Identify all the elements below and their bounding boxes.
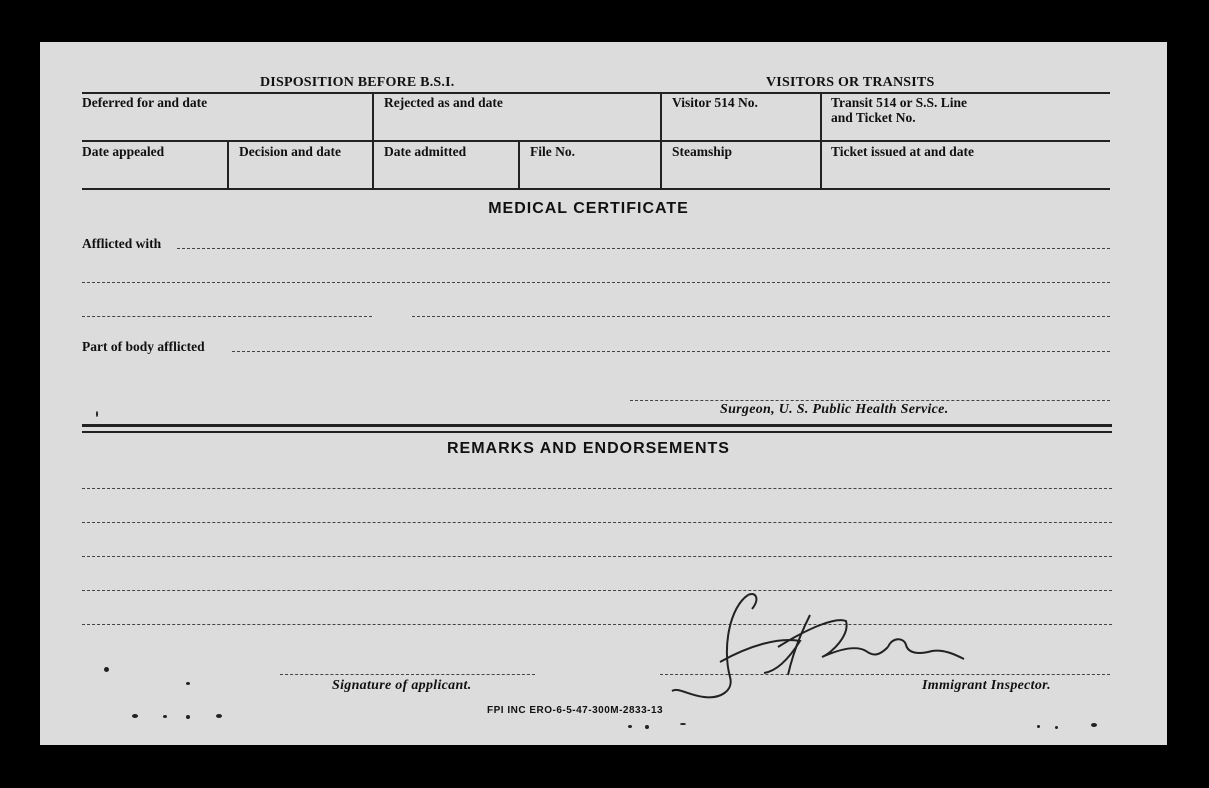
table-bottom-rule (82, 188, 1110, 190)
top-rule (82, 92, 1110, 94)
speck (186, 715, 190, 719)
speck (186, 682, 190, 685)
remarks-title: REMARKS AND ENDORSEMENTS (447, 440, 730, 457)
afflicted-line-3b (412, 316, 1110, 317)
divider-1 (372, 93, 374, 188)
speck (132, 714, 138, 718)
part-of-body-line (232, 351, 1110, 352)
remarks-line-3 (82, 556, 1112, 557)
steamship-label: Steamship (672, 144, 733, 159)
applicant-signature-label: Signature of applicant. (332, 678, 472, 693)
speck (628, 725, 632, 728)
transit-514-label-2: and Ticket No. (831, 110, 916, 125)
afflicted-line-2 (82, 282, 1110, 283)
rejected-label: Rejected as and date (384, 95, 503, 110)
speck (1055, 726, 1058, 729)
file-no-label: File No. (530, 144, 575, 159)
speck (104, 667, 109, 672)
date-appealed-label: Date appealed (82, 144, 165, 159)
visitors-title: VISITORS OR TRANSITS (766, 75, 935, 90)
surgeon-label: Surgeon, U. S. Public Health Service. (720, 402, 949, 417)
double-rule-top (82, 424, 1112, 427)
print-code: FPI INC ERO-6-5-47-300M-2833-13 (487, 705, 664, 716)
speck (216, 714, 222, 718)
transit-514-label-1: Transit 514 or S.S. Line (831, 95, 968, 110)
decision-label: Decision and date (239, 144, 342, 159)
inspector-label: Immigrant Inspector. (922, 678, 1051, 693)
double-rule-bottom (82, 431, 1112, 433)
speck (163, 715, 167, 718)
inspector-handwritten-signature (660, 587, 970, 707)
remarks-line-2 (82, 522, 1112, 523)
afflicted-line-1 (177, 248, 1110, 249)
remarks-line-1 (82, 488, 1112, 489)
deferred-label: Deferred for and date (82, 95, 208, 110)
date-admitted-label: Date admitted (384, 144, 467, 159)
divider-5 (518, 141, 520, 188)
middle-rule (82, 140, 1110, 142)
disposition-title: DISPOSITION BEFORE B.S.I. (260, 75, 455, 90)
speck (1091, 723, 1097, 727)
speck (96, 411, 98, 417)
record-card (40, 42, 1167, 745)
divider-3 (820, 93, 822, 188)
speck (1037, 725, 1040, 728)
speck (680, 723, 686, 725)
afflicted-with-label: Afflicted with (82, 236, 162, 251)
afflicted-line-3a (82, 316, 372, 317)
medical-title: MEDICAL CERTIFICATE (488, 200, 689, 217)
visitor-514-label: Visitor 514 No. (672, 95, 758, 110)
divider-2 (660, 93, 662, 188)
divider-4 (227, 141, 229, 188)
speck (645, 725, 649, 729)
part-of-body-label: Part of body afflicted (82, 339, 205, 354)
applicant-signature-line (280, 674, 535, 675)
surgeon-signature-line (630, 400, 1110, 401)
ticket-issued-label: Ticket issued at and date (831, 144, 975, 159)
